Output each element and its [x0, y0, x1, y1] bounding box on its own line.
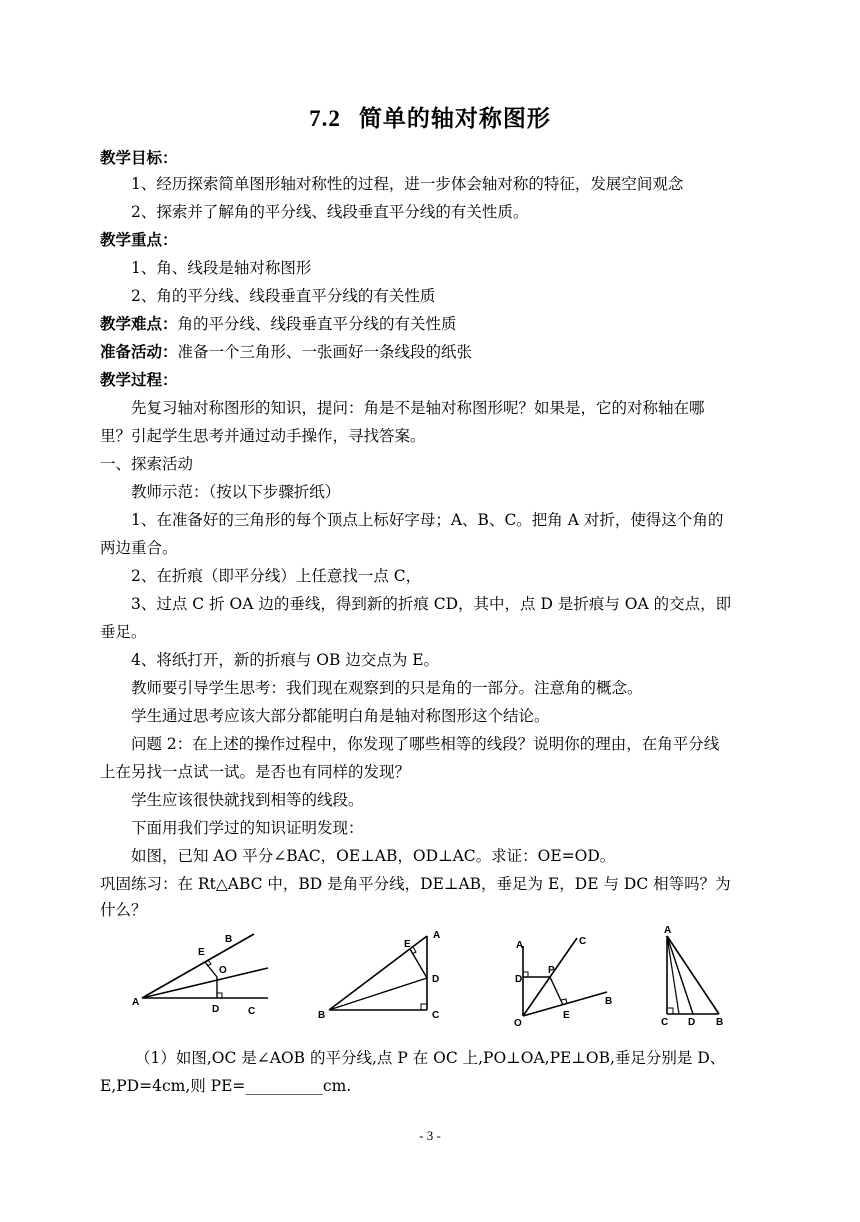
- fig2-label-d: D: [432, 974, 440, 985]
- heading-key-points: 教学重点：: [100, 230, 178, 249]
- ray-ao: [142, 968, 268, 998]
- step-1: 1、在准备好的三角形的每个顶点上标好字母；A、B、C。把角 A 对折，使得这个角的: [131, 511, 724, 529]
- question-2-cont: 上在另找一点试一试。是否也有同样的发现？: [100, 763, 411, 781]
- difficulty-text: 角的平分线、线段垂直平分线的有关性质: [177, 315, 457, 333]
- side-ab4: [667, 936, 719, 1014]
- cevian-ad: [667, 936, 693, 1014]
- exercise-1: （1）如图,OC 是∠AOB 的平分线,点 P 在 OC 上,PO⊥OA,PE⊥OB,垂足分别是 D、: [135, 1049, 726, 1067]
- fig3-label-d: D: [515, 974, 523, 985]
- difficulty-line: [100, 314, 765, 334]
- key-point-2: 2、角的平分线、线段垂直平分线的有关性质: [131, 287, 436, 305]
- key-point-1: 1、角、线段是轴对称图形: [131, 259, 312, 277]
- page-title: [0, 100, 860, 133]
- proof-statement: 如图，已知 AO 平分∠BAC，OE⊥AB，OD⊥AC。求证：OE=OD。: [131, 847, 616, 865]
- figure-2: [315, 922, 455, 1026]
- fig3-label-p: P: [548, 965, 555, 976]
- side-ba: [329, 936, 427, 1010]
- paragraph-review: 先复习轴对称图形的知识，提问：角是不是轴对称图形呢？如果是，它的对称轴在哪: [131, 399, 705, 417]
- figure-4-diagram: [655, 922, 735, 1032]
- fig1-label-c: C: [248, 1006, 256, 1017]
- right-angle-c2: [421, 1004, 427, 1010]
- objective-2: 2、探索并了解角的平分线、线段垂直平分线的有关性质。: [131, 203, 529, 221]
- step-1-cont: 两边重合。: [100, 539, 178, 557]
- teacher-guide: 教师要引导学生思考：我们现在观察到的只是角的一部分。注意角的概念。: [131, 679, 643, 697]
- proof-intro: 下面用我们学过的知识证明发现：: [131, 819, 364, 837]
- figure-2-diagram: [315, 922, 455, 1022]
- difficulty-label: 教学难点：: [100, 314, 178, 333]
- section-title: 简单的轴对称图形: [358, 105, 551, 132]
- fig1-label-a: A: [132, 997, 140, 1008]
- fig2-label-b: B: [318, 1010, 326, 1021]
- page-number: - 3 -: [419, 1128, 441, 1143]
- step-3-cont: 垂足。: [100, 623, 147, 641]
- preparation-text: 准备一个三角形、一张画好一条线段的纸张: [177, 343, 473, 361]
- right-angle-c4: [667, 1008, 673, 1014]
- fig2-label-c: C: [432, 1010, 440, 1021]
- segment-pe: [550, 977, 563, 1005]
- heading-process: 教学过程：: [100, 370, 178, 389]
- ray-ab: [142, 934, 254, 998]
- figure-3: [505, 922, 625, 1036]
- step-2: 2、在折痕（即平分线）上任意找一点 C，: [131, 567, 422, 585]
- fig4-label-c: C: [661, 1017, 669, 1028]
- fig1-label-e: E: [198, 947, 205, 958]
- teacher-demo: 教师示范：（按以下步骤折纸）: [131, 483, 341, 501]
- fig1-label-o: O: [219, 965, 227, 976]
- section-number: 7.2: [309, 106, 341, 131]
- step-4: 4、将纸打开，新的折痕与 OB 边交点为 E。: [131, 651, 440, 669]
- figure-3-diagram: [505, 922, 625, 1032]
- figure-1-diagram: [128, 922, 288, 1022]
- student-find: 学生应该很快就找到相等的线段。: [131, 791, 364, 809]
- fig2-label-a: A: [433, 930, 441, 941]
- fig3-label-a: A: [516, 940, 524, 951]
- question-2: 问题 2：在上述的操作过程中，你发现了哪些相等的线段？说明你的理由，在角平分线: [131, 735, 720, 753]
- bisector-bd: [329, 978, 427, 1010]
- fig4-label-b: B: [716, 1017, 724, 1028]
- fig2-label-e: E: [404, 939, 411, 950]
- fig4-label-d: D: [688, 1017, 696, 1028]
- heading-explore: 一、探索活动: [100, 455, 194, 473]
- student-conclusion: 学生通过思考应该大部分都能明白角是轴对称图形这个结论。: [131, 707, 550, 725]
- heading-objectives: 教学目标：: [100, 148, 178, 167]
- objective-1: 1、经历探索简单图形轴对称性的过程，进一步体会轴对称的特征，发展空间观念: [131, 175, 684, 193]
- practice-line: 巩固练习：在 Rt△ABC 中，BD 是角平分线，DE⊥AB，垂足为 E，DE 与 DC 相等吗？为: [100, 875, 731, 893]
- fig3-label-e: E: [563, 1010, 570, 1021]
- fig4-label-a: A: [664, 925, 672, 936]
- figure-4: [655, 922, 735, 1036]
- fig3-label-o: O: [514, 1018, 522, 1029]
- fig3-label-c: C: [579, 936, 587, 947]
- figure-1: [128, 922, 288, 1026]
- preparation-line: [100, 342, 765, 362]
- preparation-label: 准备活动：: [100, 342, 178, 361]
- exercise-1-cont: E,PD=4cm,则 PE=__________cm.: [100, 1077, 352, 1095]
- step-3: 3、过点 C 折 OA 边的垂线，得到新的折痕 CD，其中，点 D 是折痕与 OA 的交点，即: [131, 595, 732, 613]
- fig1-label-d: D: [212, 1004, 220, 1015]
- fig1-label-b: B: [225, 934, 233, 945]
- cevian-inner: [667, 936, 679, 1014]
- fig3-label-b: B: [605, 996, 613, 1007]
- practice-line-cont: 什么？: [100, 901, 147, 919]
- paragraph-review-cont: 里？引起学生思考并通过动手操作，寻找答案。: [100, 427, 426, 445]
